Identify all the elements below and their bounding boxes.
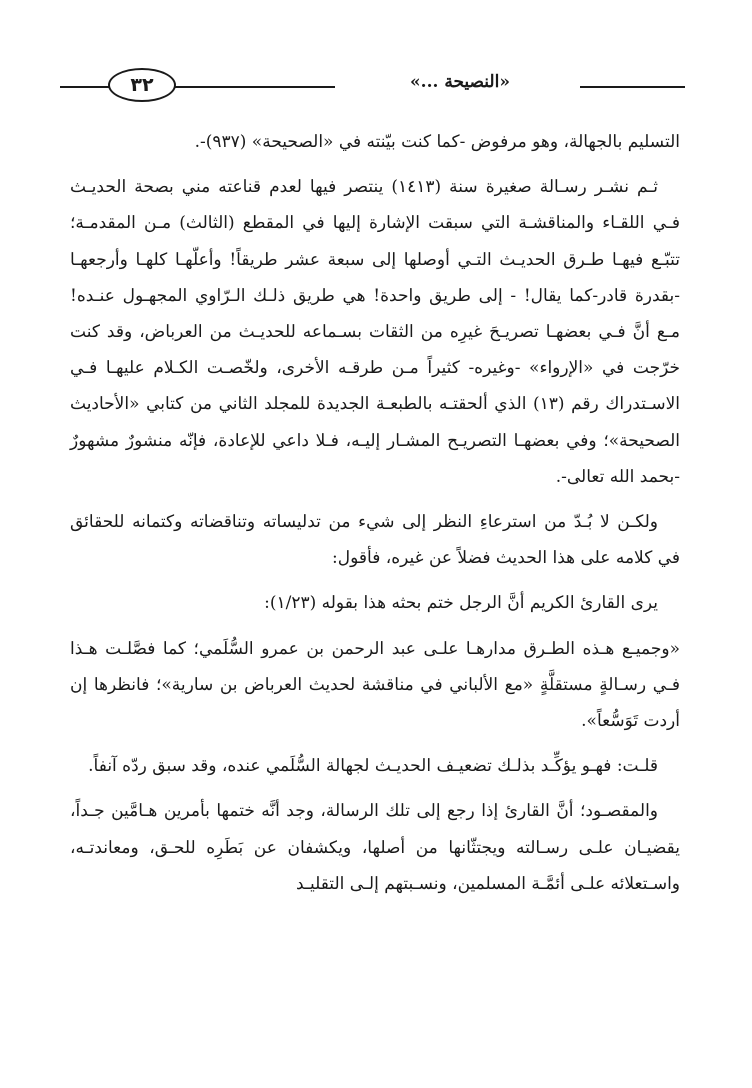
paragraph: ثـم نشـر رسـالة صغيرة سنة (١٤١٣) ينتصر فيها لعدم قناعته مني بصحة الحديـث فـي اللقـاء والمناقشـة التي سبقت الإشارة إليها في المقطع (الثالث) مـن المقدمـة؛ تتبّـع فيهـا طـرق الحديـث التـي أوصلها إلى سبعة عشر طريقاً! وأعلّهـا كلهـا وأرجعهـا -بقدرة قادر-كما يقال! - إلى طريق واحدة! هي طريق ذلـك الـرّاوي المجهـول عنـده! مـع أنَّ فـي بعضهـا تصريـحَ غيرِه من الثقات بسـماعه للحديـث من العرباض، وقد كنت خرّجت في «الإرواء» -وغيره- كثيراً مـن طرقـه الأخرى، ولخّصـت الكـلام عليهـا فـي الاسـتدراك رقم (١٣) الذي ألحقتـه بالطبعـة الجديدة للمجلد الثاني من كتابي «الأحاديث الصحيحة»؛ وفي بعضهـا التصريـح المشـار إليـه، فـلا داعي للإعادة، فإنّه منشورٌ مشهورٌ -بحمد الله تعالى-.	[70, 177, 680, 487]
header-rule-right	[580, 86, 685, 88]
paragraph: قلـت: فهـو يؤكِّـد بذلـك تضعيـف الحديـث لجهالة السُّلَمي عنده، وقد سبق ردّه آنفاً.	[88, 756, 658, 777]
page-number: ٣٢	[130, 74, 154, 96]
header-rule-middle	[175, 86, 335, 88]
page-header	[60, 66, 685, 106]
paragraph: ولكـن لا بُـدّ من استرعاءِ النظر إلى شيء من تدليساته وتناقضاته وكتمانه للحقائق في كلامه على هذا الحديث فضلاً عن غيره، فأقول:	[70, 512, 680, 569]
paragraph-continuation: التسليم بالجهالة، وهو مرفوض -كما كنت بيّنته في «الصحيحة» (٩٣٧)-.	[194, 132, 680, 152]
header-rule-left	[60, 86, 110, 88]
quotation-paragraph: «وجميـع هـذه الطـرق مدارهـا علـى عبد الرحمن بن عمرو السُّلَمي؛ كما فصَّلـت هـذا فـي رسـالةٍ مستقلَّةٍ «مع الألباني في مناقشة لحديث العرباض بن سارية»؛ فانظرها إن أردت تَوَسُّعاً».	[70, 638, 680, 732]
paragraph: يرى القارئ الكريم أنَّ الرجل ختم بحثه هذا بقوله (١/٢٣):	[264, 593, 658, 614]
running-title: «النصيحة ...»	[410, 72, 510, 92]
paragraph: والمقصـود؛ أنَّ القارئ إذا رجع إلى تلك الرسالة، وجد أنَّه ختمها بأمرين هـامَّين جـداً، يقضيـان علـى رسـالته ويجتثّانها من أصلها، ويكشفان عن بَطَرِه للحـق، ومعاندتـه، واسـتعلائه علـى أئمَّـة المسلمين، ونسـبتهم إلـى التقليـد	[70, 801, 680, 894]
page-body	[70, 124, 680, 911]
page-number-badge	[108, 68, 176, 102]
